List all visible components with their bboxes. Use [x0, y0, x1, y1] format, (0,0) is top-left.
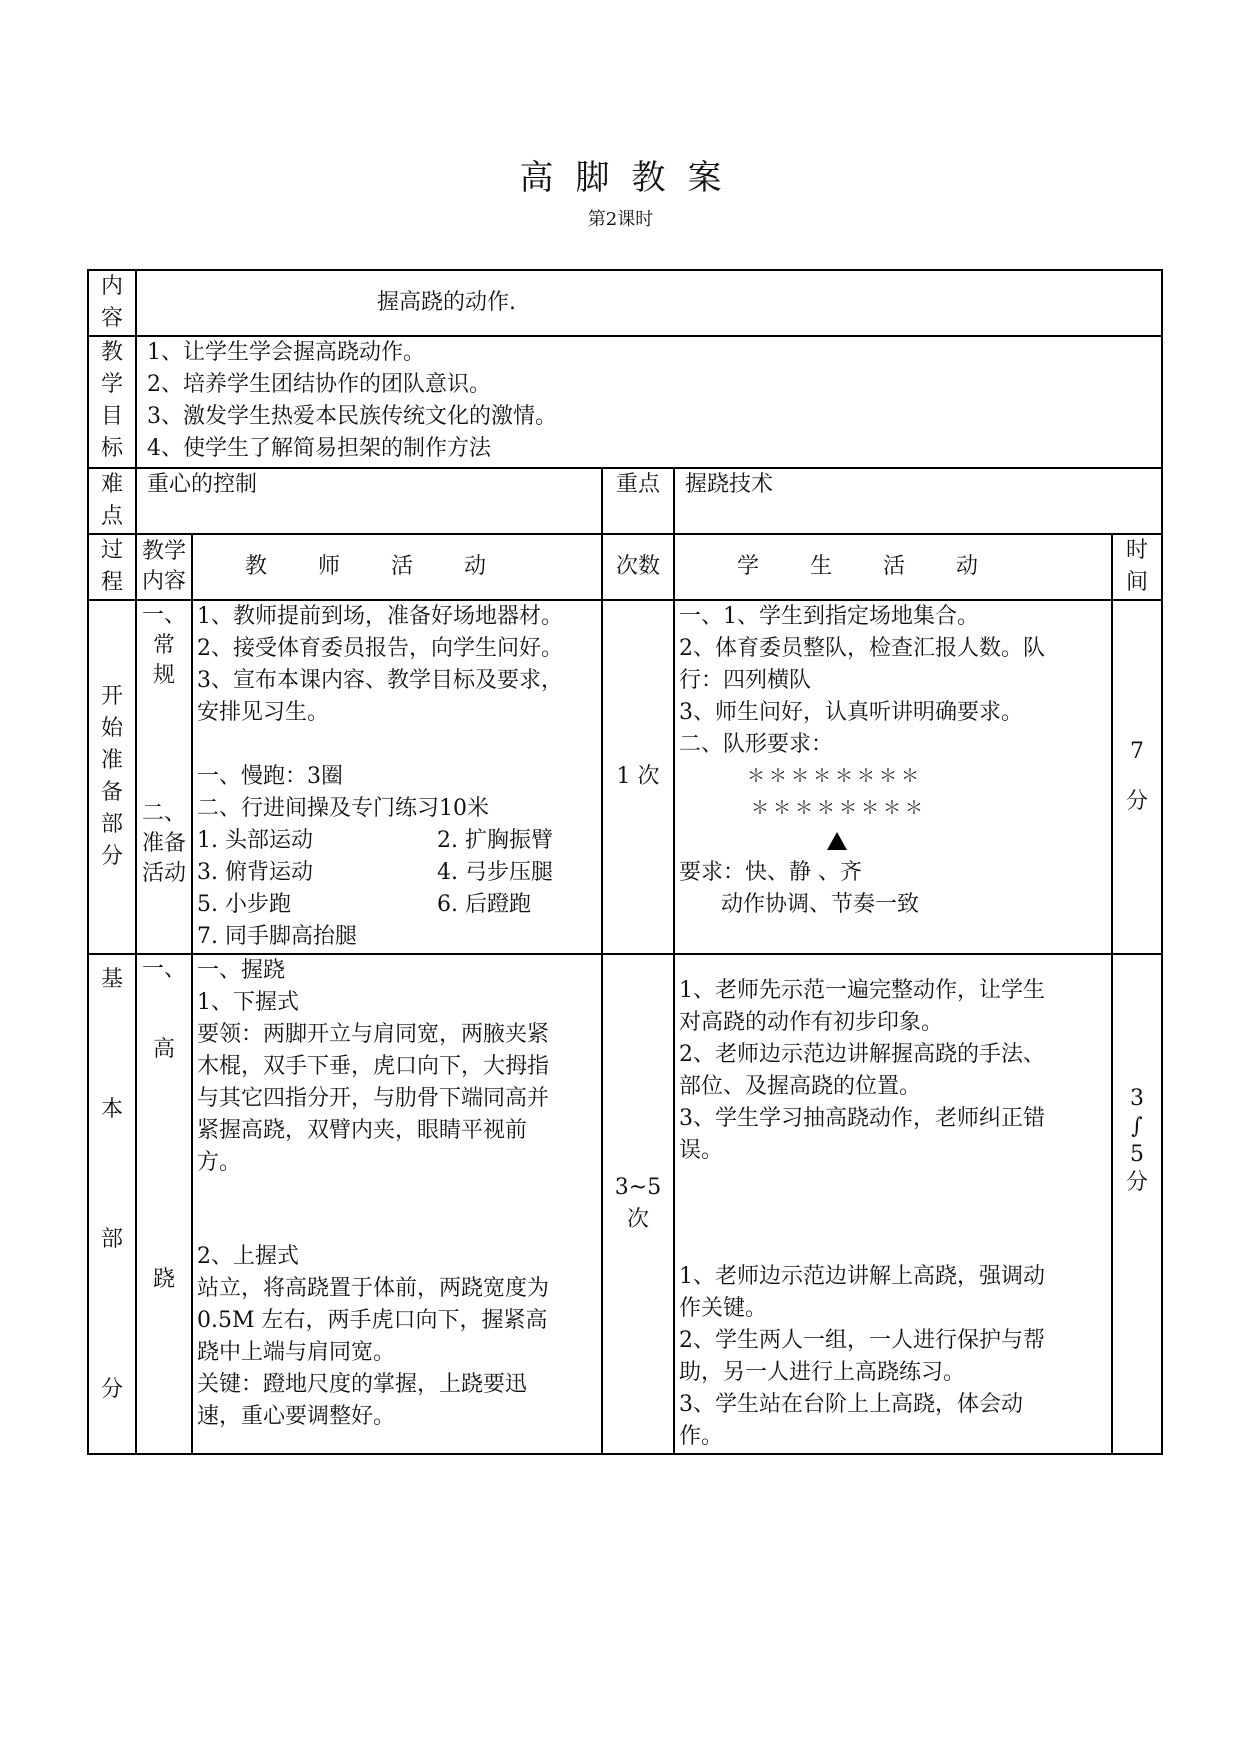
basic-time — [1112, 954, 1162, 1454]
content-line: 活动 — [141, 861, 186, 886]
content-line: 高 — [152, 1037, 175, 1062]
teacher-line: 站立，将高跷置于体前，两跷宽度为 — [197, 1276, 550, 1301]
col-student-text: 学 生 活 动 — [737, 554, 1000, 579]
difficulty-label — [88, 468, 136, 534]
student-line: 行：四列横队 — [679, 668, 812, 693]
teacher-line: 安排见习生。 — [197, 700, 330, 725]
count-value: 3~5 — [614, 1175, 662, 1200]
start-count: 1 次 — [602, 600, 674, 954]
label-char: 本 — [100, 1097, 123, 1122]
student-line: 2、老师边示范边讲解握高跷的手法、 — [679, 1042, 1045, 1067]
teacher-line: 3、宣布本课内容、教学目标及要求， — [197, 668, 563, 693]
content-line: 准备 — [141, 831, 186, 856]
count-unit: 次 — [626, 1207, 649, 1232]
objective-item: 2、培养学生团结协作的团队意识。 — [147, 372, 491, 397]
objectives-list — [136, 336, 1162, 468]
col-teaching-content — [136, 534, 192, 600]
student-line: 作关键。 — [679, 1296, 768, 1321]
time-unit: 分 — [1125, 789, 1148, 814]
teacher-line: 2、上握式 — [197, 1244, 299, 1269]
content-line: 规 — [152, 663, 175, 688]
col-teacher-text: 教 师 活 动 — [245, 554, 508, 579]
drill-item: 4. 弓步压腿 — [437, 860, 553, 885]
difficulty-label-text: 难点 — [101, 472, 124, 529]
formation-row-1: ＊＊＊＊＊＊＊＊ — [747, 766, 923, 787]
student-line: 3、学生站在台阶上上高跷，体会动 — [679, 1392, 1023, 1417]
lesson-plan-table — [87, 269, 1163, 1455]
content-label — [88, 270, 136, 336]
formation-triangle — [679, 825, 1107, 857]
col-teacher — [192, 534, 602, 600]
time-value: 7 — [1130, 739, 1144, 764]
objective-item: 1、让学生学会握高跷动作。 — [147, 340, 425, 365]
teacher-line: 木棍，双手下垂，虎口向下，大拇指 — [197, 1054, 550, 1079]
label-char: 部 — [100, 1227, 123, 1252]
drill-item: 2. 扩胸振臂 — [437, 828, 553, 853]
triangle-icon — [827, 832, 847, 850]
student-line: 2、体育委员整队，检查汇报人数。队 — [679, 636, 1045, 661]
col-time-text: 时间 — [1126, 538, 1149, 595]
time-value: 3 — [1130, 1086, 1144, 1111]
student-line: 1、老师边示范边讲解上高跷，强调动 — [679, 1264, 1045, 1289]
basic-section-label — [88, 954, 136, 1454]
teacher-line: 速，重心要调整好。 — [197, 1404, 396, 1429]
key-point-label: 重点 — [602, 468, 674, 534]
student-line: 助，另一人进行上高跷练习。 — [679, 1360, 966, 1385]
time-unit: 分 — [1125, 1170, 1148, 1195]
content-line: 二、 — [141, 801, 186, 826]
basic-student-activity — [674, 954, 1112, 1454]
col-process — [88, 534, 136, 600]
key-point-text: 握跷技术 — [674, 468, 1162, 534]
teacher-line: 紧握高跷，双臂内夹，眼睛平视前 — [197, 1118, 528, 1143]
objective-item: 3、激发学生热爱本民族传统文化的激情。 — [147, 404, 557, 429]
teacher-line: 跷中上端与肩同宽。 — [197, 1340, 396, 1365]
basic-teacher-activity — [192, 954, 602, 1454]
student-line: 二、队形要求： — [679, 732, 834, 757]
content-line: 一、 — [141, 603, 186, 628]
teacher-line: 一、慢跑：3圈 — [197, 764, 343, 789]
drill-item: 3. 俯背运动 — [197, 860, 313, 885]
objective-item: 4、使学生了解简易担架的制作方法 — [147, 436, 491, 461]
student-line: 一、1、学生到指定场地集合。 — [679, 604, 979, 629]
drill-item: 6. 后蹬跑 — [437, 892, 531, 917]
teacher-line: 1、教师提前到场，准备好场地器材。 — [197, 604, 563, 629]
teacher-line: 2、接受体育委员报告，向学生问好。 — [197, 636, 563, 661]
teacher-line: 与其它四指分开，与肋骨下端同高并 — [197, 1086, 550, 1111]
teacher-line: 方。 — [197, 1150, 242, 1175]
content-line: 常 — [152, 633, 175, 658]
start-student-activity — [674, 600, 1112, 954]
drill-row — [197, 857, 597, 889]
student-line: 3、学生学习抽高跷动作，老师纠正错 — [679, 1106, 1045, 1131]
content-line: 一、 — [141, 957, 186, 982]
difficulty-text: 重心的控制 — [136, 468, 602, 534]
drill-item: 7. 同手脚高抬腿 — [197, 924, 357, 949]
objectives-row — [88, 336, 1162, 468]
teacher-line: 0.5M 左右，两手虎口向下，握紧高 — [197, 1308, 548, 1333]
student-line: 3、师生问好，认真听讲明确要求。 — [679, 700, 1023, 725]
drill-row — [197, 825, 597, 857]
formation-row-2: ＊＊＊＊＊＊＊＊ — [751, 798, 927, 819]
start-section-label — [88, 600, 136, 954]
content-label-text: 内容 — [101, 274, 124, 331]
drill-row — [197, 921, 597, 953]
teacher-line: 二、行进间操及专门练习10米 — [197, 796, 489, 821]
time-value: 5 — [1130, 1142, 1144, 1167]
student-line: 误。 — [679, 1138, 724, 1163]
col-student — [674, 534, 1112, 600]
drill-row — [197, 889, 597, 921]
start-teacher-activity — [192, 600, 602, 954]
col-process-text: 过程 — [101, 538, 124, 595]
student-line: 2、学生两人一组，一人进行保护与帮 — [679, 1328, 1045, 1353]
start-section-label-text: 开始准备部分 — [101, 684, 124, 869]
content-text: 握高跷的动作. — [136, 270, 1162, 336]
page-title: 高脚教案 — [519, 158, 744, 198]
start-time — [1112, 600, 1162, 954]
column-header-row — [88, 534, 1162, 600]
teacher-line: 1、下握式 — [197, 990, 299, 1015]
student-line: 对高跷的动作有初步印象。 — [679, 1010, 944, 1035]
teacher-line: 一、握跷 — [197, 958, 286, 983]
basic-section-content — [136, 954, 192, 1454]
objectives-label — [88, 336, 136, 468]
label-char: 基 — [100, 967, 123, 992]
drill-item: 1. 头部运动 — [197, 828, 313, 853]
label-char: 分 — [100, 1377, 123, 1402]
teacher-line — [197, 729, 597, 761]
student-line: 1、老师先示范一遍完整动作，让学生 — [679, 978, 1045, 1003]
teacher-line: 要领：两脚开立与肩同宽，两腋夹紧 — [197, 1022, 550, 1047]
lesson-subtitle: 第2课时 — [587, 209, 654, 230]
start-section-row — [88, 600, 1162, 954]
start-section-content — [136, 600, 192, 954]
basic-count — [602, 954, 674, 1454]
difficulty-row — [88, 468, 1162, 534]
col-count: 次数 — [602, 534, 674, 600]
teacher-line: 关键：蹬地尺度的掌握，上跷要迅 — [197, 1372, 528, 1397]
drill-item: 5. 小步跑 — [197, 892, 291, 917]
content-row — [88, 270, 1162, 336]
col-teaching-content-text: 教学内容 — [142, 539, 187, 594]
requirement-line: 要求：快、静 、齐 — [679, 860, 862, 885]
basic-section-row — [88, 954, 1162, 1454]
requirement-line: 动作协调、节奏一致 — [679, 892, 919, 917]
student-line: 部位、及握高跷的位置。 — [679, 1074, 922, 1099]
time-range-sign: ∫ — [1131, 1114, 1143, 1139]
student-line: 作。 — [679, 1424, 724, 1449]
content-line: 跷 — [152, 1267, 175, 1292]
objectives-label-text: 教学目标 — [101, 340, 124, 461]
col-time — [1112, 534, 1162, 600]
